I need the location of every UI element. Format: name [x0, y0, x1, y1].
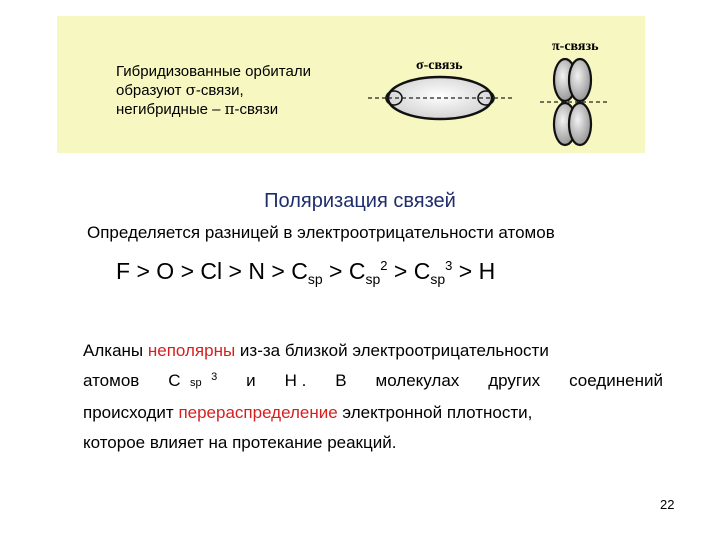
note-line-1: Гибридизованные орбитали [116, 63, 311, 80]
para-line-2 [83, 366, 663, 398]
note-line-2b: -связи, [195, 82, 244, 99]
element-N: N [248, 258, 265, 284]
element-H: H [478, 258, 496, 284]
note-line-2a: образуют [116, 82, 186, 99]
pi-bond-label: π-связь [552, 39, 599, 54]
element-C-sp: C [291, 258, 308, 284]
pi-bond-diagram [540, 58, 610, 148]
superscript-3: 3 [445, 258, 453, 273]
para-word: В [335, 371, 347, 390]
para-text: электронной плотности, [337, 403, 533, 422]
para-word: и [246, 371, 256, 390]
element-F: F [116, 258, 131, 284]
element-O: O [156, 258, 175, 284]
subscript-sp: sp [365, 271, 381, 287]
gt-sign: > [228, 258, 242, 284]
subscript-sp: sp [307, 271, 323, 287]
para-word: . [301, 371, 307, 390]
gt-sign: > [271, 258, 285, 284]
para-word: молекулах [375, 371, 460, 390]
page-number: 22 [660, 497, 675, 512]
para-word: других [488, 371, 541, 390]
note-line-3a: негибридные – [116, 101, 225, 118]
element-C-sp3: C [413, 258, 431, 284]
para-text: происходит [83, 403, 179, 422]
para-word: C [168, 371, 181, 390]
para-word: атомов [83, 371, 140, 390]
highlight-nonpolar: неполярны [147, 341, 236, 360]
element-Cl: Cl [200, 258, 223, 284]
para-word-csp3 [168, 366, 217, 398]
slide-title: Поляризация связей [264, 190, 456, 212]
highlight-redistribution: перераспределение [178, 403, 338, 422]
alkanes-paragraph [83, 336, 663, 458]
para-text: Алканы [83, 341, 148, 360]
para-word: H [284, 371, 297, 390]
gt-sign: > [458, 258, 473, 284]
para-word: 3 [211, 371, 218, 383]
gt-sign: > [136, 258, 150, 284]
superscript-2: 2 [380, 258, 388, 273]
sigma-bond-diagram [368, 74, 513, 124]
para-word: sp [189, 377, 202, 389]
sigma-symbol: σ [185, 81, 196, 99]
gt-sign: > [393, 258, 408, 284]
pi-symbol: π [224, 100, 235, 118]
definition-text: Определяется разницей в электроотрицательности атомов [87, 223, 555, 242]
note-line-3b: -связи [234, 101, 279, 118]
para-word-h [285, 366, 307, 398]
para-word: соединений [569, 371, 663, 390]
gt-sign: > [329, 258, 343, 284]
subscript-sp: sp [430, 271, 446, 287]
sigma-bond-label: σ-связь [416, 58, 463, 73]
orbitals-note [116, 62, 366, 119]
para-text: из-за близкой электроотрицательности [235, 341, 549, 360]
para-line-4: которое влияет на протекание реакций. [83, 433, 397, 452]
para-line-3 [83, 398, 663, 428]
gt-sign: > [180, 258, 194, 284]
element-C-sp2: C [348, 258, 366, 284]
para-line-1 [83, 336, 663, 366]
electronegativity-series [116, 258, 495, 287]
